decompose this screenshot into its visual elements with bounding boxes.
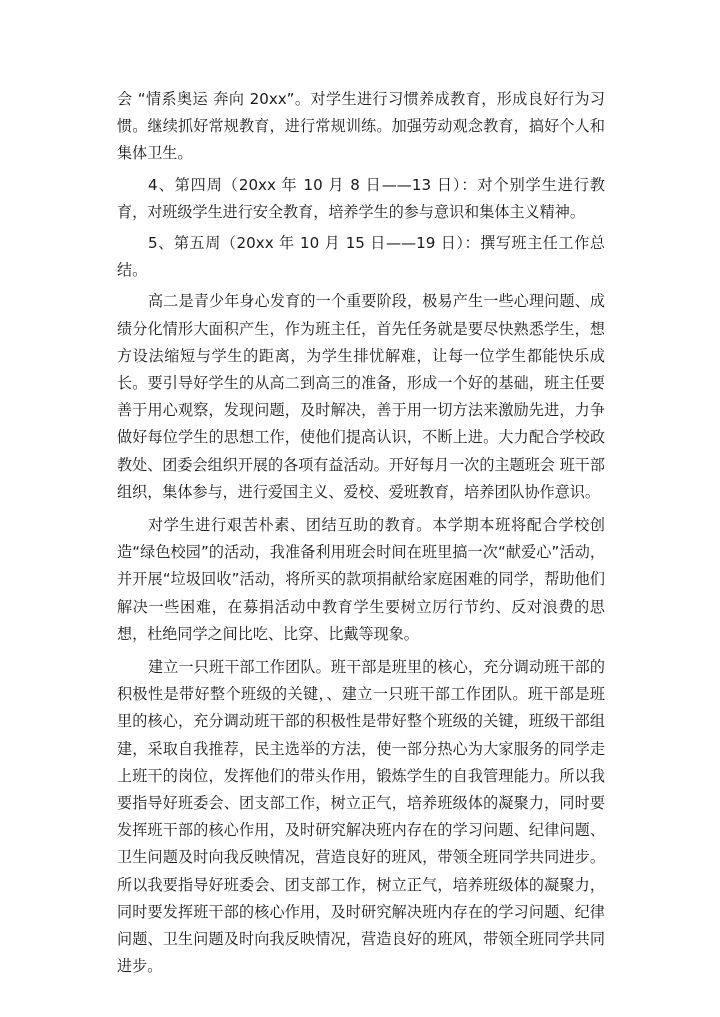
paragraph-frugality-education: 对学生进行艰苦朴素、团结互助的教育。本学期本班将配合学校创造“绿色校园”的活动，我准备利用班会时间在班里搞一次“献爱心”活动，并开展“垃圾回收”活动，将所买的款项捐献给家庭困难的同学，帮助他们解决一些困难，在募捐活动中教育学生要树立厉行节约、反对浪费的思想，杜绝同学之间比吃、比穿、比戴等现象。 — [117, 516, 605, 643]
paragraph-senior-two: 高二是青少年身心发育的一个重要阶段，极易产生一些心理问题、成绩分化情形大面积产生，作为班主任，首先任务就是要尽快熟悉学生，想方设法缩短与学生的距离，为学生排忧解难，让每一位学生都能快乐成长。要引导好学生的从高二到高三的准备，形成一个好的基础，班主任要善于用心观察，发现问题，及时解决，善于用一切方法来激励先进，力争做好每位学生的思想工作，使他们提高认识，不断上进。大力配合学校政教处、团委会组织开展的各项有益活动。开好每月一次的主题班会 班干部组织，集体参与，进行爱国主义、爱校、爱班教育，培养团队协作意识。 — [117, 292, 605, 501]
paragraph-week-five: 5、第五周（20xx 年 10 月 15 日——19 日）：撰写班主任工作总结。 — [117, 234, 605, 280]
paragraph-week-four: 4、第四周（20xx 年 10 月 8 日——13 日）：对个别学生进行教育，对班级学生进行安全教育，培养学生的参与意识和集体主义精神。 — [117, 175, 605, 221]
document-body — [117, 86, 605, 981]
paragraph-class-cadre-team: 建立一只班干部工作团队。班干部是班里的核心，充分调动班干部的积极性是带好整个班级的关键，、建立一只班干部工作团队。班干部是班里的核心，充分调动班干部的积极性是带好整个班级的关键，班级干部组建，采取自我推荐，民主选举的方法，使一部分热心为大家服务的同学走上班干的岗位，发挥他们的带头作用，锻炼学生的自我管理能力。所以我要指导好班委会、团支部工作，树立正气，培养班级体的凝聚力，同时要发挥班干部的核心作用，及时研究解决班内存在的学习问题、纪律问题、卫生问题及时向我反映情况，营造良好的班风，带领全班同学共同进步。所以我要指导好班委会、团支部工作，树立正气，培养班级体的凝聚力，同时要发挥班干部的核心作用，及时研究解决班内存在的学习问题、纪律问题、卫生问题及时向我反映情况，营造良好的班风，带领全班同学共同进步。 — [117, 658, 605, 976]
paragraph-continued: 会 “情系奥运 奔向 20xx”。对学生进行习惯养成教育，形成良好行为习惯。继续抓好常规教育，进行常规训练。加强劳动观念教育，搞好个人和集体卫生。 — [117, 90, 605, 163]
